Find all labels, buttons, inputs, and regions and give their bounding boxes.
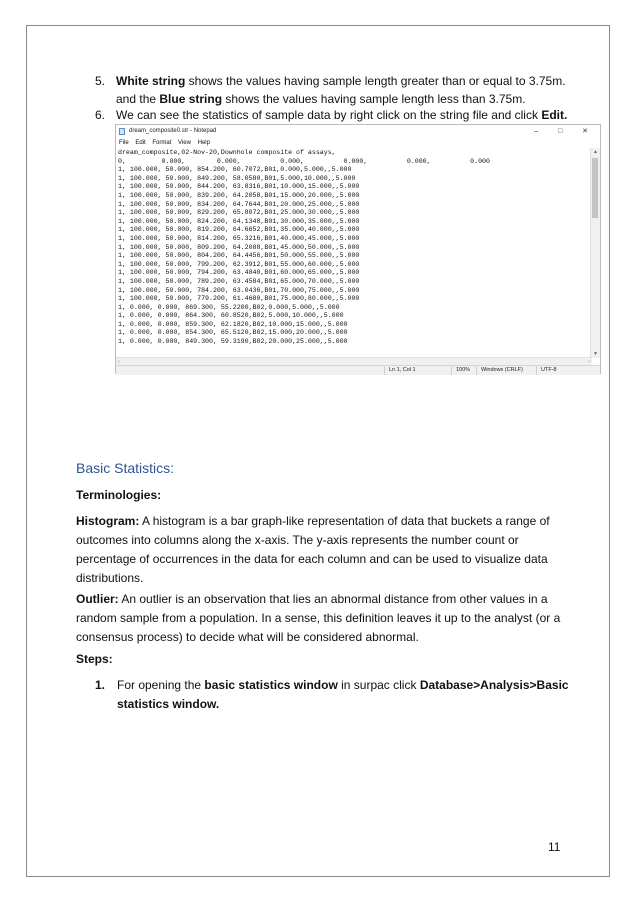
step-bold: Database>Analysis>Basic [419, 678, 569, 692]
bold-term: White string [116, 74, 186, 88]
notepad-line: 1, 100.000, 50.000, 784.200, 63.0436,B01,70.000,75.000,,5.000 [118, 286, 360, 294]
terminologies-label [76, 486, 161, 505]
notepad-line: 1, 100.000, 50.000, 819.200, 64.6652,B01,35.000,40.000,,5.000 [118, 226, 360, 234]
notepad-line: 0, 0.000, 0.000, 0.000, 0.000, 0.000, 0.000 [118, 157, 490, 165]
notepad-titlebar [116, 125, 600, 138]
histogram-line-3: percentage of occurrences in the data for each column and can be used to visualize data [76, 552, 548, 566]
section-heading: Basic Statistics: [76, 460, 175, 476]
outlier-term: Outlier: [76, 592, 119, 606]
histogram-line-2: outcomes into columns along the x-axis. The y-axis represents the number count or [76, 533, 519, 547]
page-number: 11 [548, 840, 561, 854]
notepad-line: 1, 100.000, 50.000, 829.200, 65.8072,B01,25.000,30.000,,5.000 [118, 209, 360, 217]
notepad-line: 1, 100.000, 50.000, 789.200, 63.4584,B01,65.000,70.000,,5.000 [118, 277, 360, 285]
notepad-line: 1, 100.000, 50.000, 799.200, 62.3912,B01,55.000,60.000,,5.000 [118, 260, 360, 268]
status-encoding: UTF-8 [536, 366, 557, 375]
bold-term: Edit. [541, 108, 568, 122]
bold-term: Blue string [159, 92, 223, 106]
step-text: in surpac click [337, 678, 420, 692]
scroll-right-icon[interactable]: › [588, 359, 590, 365]
step-1 [95, 676, 595, 714]
notepad-line: 1, 100.000, 50.000, 834.200, 64.7644,B01,20.000,25.000,,5.000 [118, 200, 360, 208]
notepad-line: 1, 0.000, 0.000, 864.300, 60.8520,B02,5.000,10.000,,5.000 [118, 312, 344, 320]
vertical-scrollbar[interactable] [590, 148, 600, 358]
notepad-line: 1, 100.000, 50.000, 794.200, 63.4840,B01,60.000,65.000,,5.000 [118, 269, 360, 277]
notepad-line: 1, 100.000, 50.000, 854.200, 60.7072,B01,0.000,5.000,,5.000 [118, 166, 352, 174]
notepad-content [118, 149, 590, 347]
notepad-line: 1, 0.000, 0.000, 869.300, 55.2200,B02,0.000,5.000,,5.000 [118, 303, 340, 311]
histogram-text: A histogram is a bar graph-like representation of data that buckets a range of [139, 514, 550, 528]
step-text: For opening the [117, 678, 205, 692]
histogram-line-4: distributions. [76, 571, 144, 585]
menu-format[interactable]: Format [152, 140, 172, 146]
notepad-line: 1, 100.000, 50.000, 779.200, 61.4680,B01,75.000,80.000,,5.000 [118, 295, 360, 303]
notepad-text-area[interactable] [118, 149, 590, 355]
list-number: 6. [95, 108, 106, 122]
list-text-part: shows the values having sample length greater than or equal to 3.75m. [185, 74, 566, 88]
outlier-line-3: consensus process) to decide what will be considered abnormal. [76, 630, 419, 644]
histogram-term: Histogram: [76, 514, 140, 528]
notepad-line: 1, 0.000, 0.000, 854.300, 65.5120,B02,15.000,20.000,,5.000 [118, 329, 348, 337]
scroll-thumb[interactable] [592, 158, 598, 218]
histogram-paragraph [76, 512, 596, 588]
menu-help[interactable]: Help [197, 140, 210, 146]
scroll-up-icon[interactable]: ▲ [593, 149, 598, 155]
notepad-line: 1, 100.000, 50.000, 844.200, 63.8316,B01,10.000,15.000,,5.000 [118, 183, 360, 191]
notepad-menubar [116, 138, 600, 148]
window-controls-icon[interactable]: – □ ✕ [534, 128, 597, 135]
terminologies-label-text: Terminologies: [76, 488, 162, 502]
menu-view[interactable]: View [178, 140, 191, 146]
notepad-line: 1, 100.000, 50.000, 804.200, 64.4456,B01,50.000,55.000,,5.000 [118, 252, 360, 260]
notepad-line: 1, 100.000, 50.000, 814.200, 65.3216,B01,40.000,45.000,,5.000 [118, 234, 360, 242]
outlier-text: An outlier is an observation that lies an abnormal distance from other values in a [118, 592, 548, 606]
list-text-part: We can see the statistics of sample data by right click on the string file and click [116, 108, 542, 122]
list-text [116, 73, 596, 90]
status-position: Ln 1, Col 1 [384, 366, 416, 375]
step-1-line-2 [117, 695, 595, 714]
step-number [95, 676, 105, 695]
notepad-title: dream_composite0.str - Notepad [129, 128, 217, 134]
histogram-line-1 [76, 512, 596, 531]
menu-file[interactable]: File [119, 140, 129, 146]
notepad-line: dream_composite,02-Nov-20,Downhole composite of assays, [118, 149, 336, 156]
notepad-app-icon [119, 128, 125, 135]
outlier-paragraph [76, 590, 596, 647]
notepad-line: 1, 0.000, 0.000, 849.300, 59.3190,B02,20.000,25.000,,5.000 [118, 338, 348, 346]
scroll-down-icon[interactable]: ▼ [593, 351, 598, 357]
steps-label [76, 650, 113, 669]
status-zoom: 100% [451, 366, 470, 375]
steps-label-text: Steps: [76, 652, 113, 666]
notepad-window [115, 124, 601, 374]
menu-edit[interactable]: Edit [135, 140, 146, 146]
notepad-line: 1, 100.000, 50.000, 849.200, 58.0580,B01,5.000,10.000,,5.000 [118, 174, 356, 182]
list-text [116, 91, 596, 108]
step-1-line-1 [117, 676, 595, 695]
notepad-line: 1, 0.000, 0.000, 859.300, 62.1820,B02,10.000,15.000,,5.000 [118, 320, 348, 328]
list-text-part: shows the values having sample length less than 3.75m. [222, 92, 526, 106]
step-number-text: 1. [95, 678, 106, 692]
list-text [116, 107, 596, 124]
outlier-line-2: random sample from a population. In a sense, this definition leaves it up to the analyst (or a [76, 611, 561, 625]
list-text-part: and the [116, 92, 160, 106]
notepad-line: 1, 100.000, 50.000, 839.200, 64.2058,B01,15.000,20.000,,5.000 [118, 191, 360, 199]
list-number: 5. [95, 74, 106, 88]
step-bold: basic statistics window [204, 678, 338, 692]
step-bold: statistics window. [117, 697, 220, 711]
notepad-statusbar [116, 365, 600, 375]
notepad-line: 1, 100.000, 50.000, 809.200, 64.2088,B01,45.000,50.000,,5.000 [118, 243, 360, 251]
notepad-line: 1, 100.000, 50.000, 824.200, 64.1348,B01,30.000,35.000,,5.000 [118, 217, 360, 225]
status-eol: Windows (CRLF) [476, 366, 523, 375]
scroll-left-icon[interactable]: ‹ [118, 359, 120, 365]
outlier-line-1 [76, 590, 596, 609]
